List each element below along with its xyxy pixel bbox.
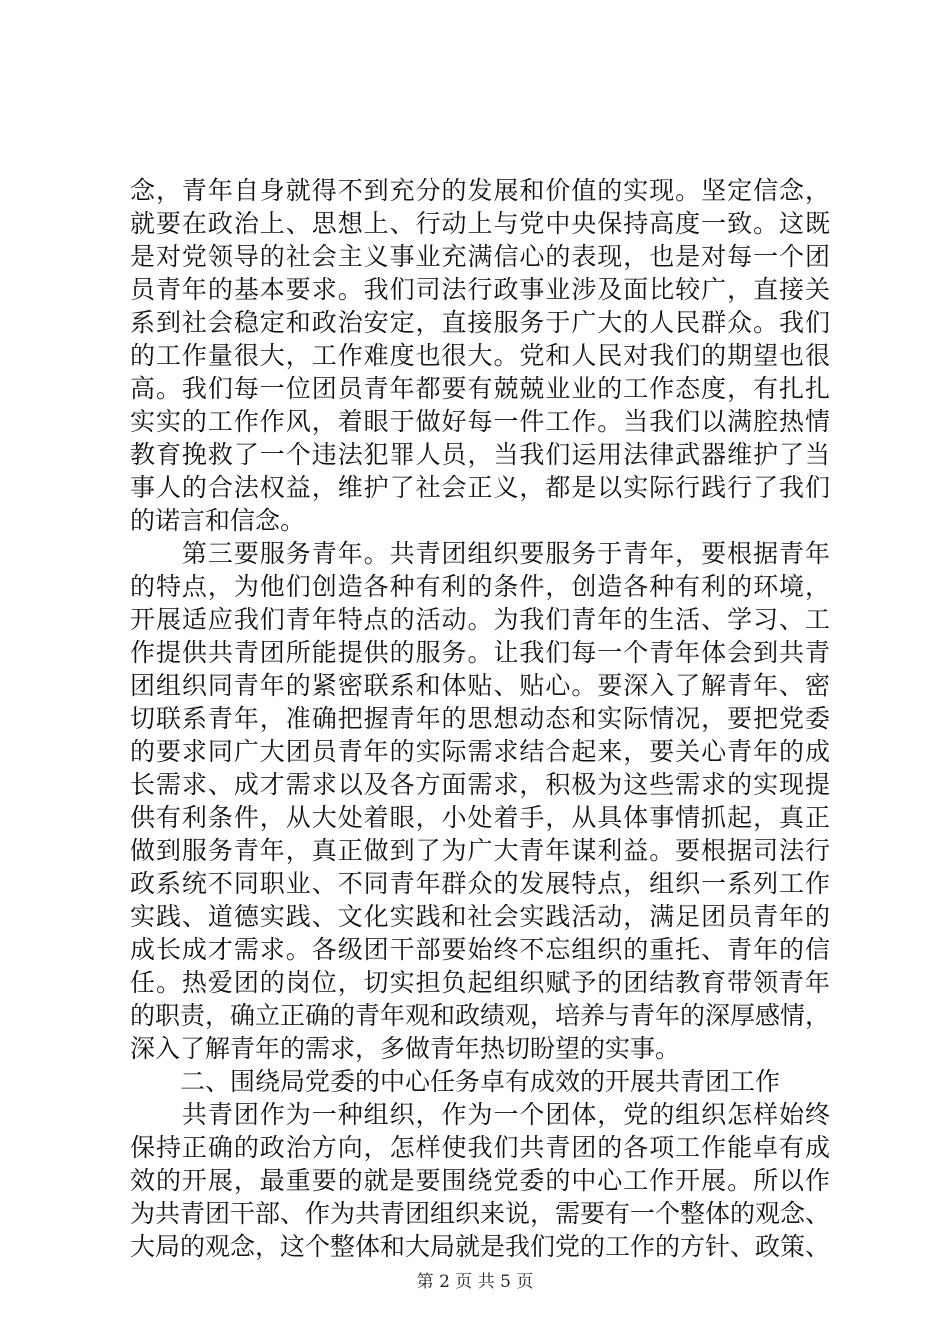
text-line: 是对党领导的社会主义事业充满信心的表现，也是对每一个团 <box>130 242 830 271</box>
section-heading: 二、围绕局党委的中心任务卓有成效的开展共青团工作 <box>130 1067 781 1096</box>
text-line: 的要求同广大团员青年的实际需求结合起来，要关心青年的成 <box>130 737 830 766</box>
text-line: 开展适应我们青年特点的活动。为我们青年的生活、学习、工 <box>130 605 830 634</box>
text-line: 政系统不同职业、不同青年群众的发展特点，组织一系列工作 <box>130 869 830 898</box>
text-line: 任。热爱团的岗位，切实担负起组织赋予的团结教育带领青年 <box>130 968 830 997</box>
text-line: 深入了解青年的需求，多做青年热切盼望的实事。 <box>130 1034 681 1063</box>
text-line: 供有利条件，从大处着眼，小处着手，从具体事情抓起，真正 <box>130 803 830 832</box>
text-line: 保持正确的政治方向，怎样使我们共青团的各项工作能卓有成 <box>130 1133 830 1162</box>
text-line: 实践、道德实践、文化实践和社会实践活动，满足团员青年的 <box>130 902 830 931</box>
text-line: 第三要服务青年。共青团组织要服务于青年，要根据青年 <box>130 539 830 568</box>
text-line: 念，青年自身就得不到充分的发展和价值的实现。坚定信念， <box>130 176 830 205</box>
document-body <box>130 174 830 1263</box>
text-line: 就要在政治上、思想上、行动上与党中央保持高度一致。这既 <box>130 209 830 238</box>
text-line: 为共青团干部、作为共青团组织来说，需要有一个整体的观念、 <box>130 1199 831 1228</box>
text-line: 员青年的基本要求。我们司法行政事业涉及面比较广，直接关 <box>130 275 830 304</box>
text-line: 高。我们每一位团员青年都要有兢兢业业的工作态度，有扎扎 <box>130 374 830 403</box>
text-line: 的特点，为他们创造各种有利的条件，创造各种有利的环境， <box>130 572 830 601</box>
text-line: 成长成才需求。各级团干部要始终不忘组织的重托、青年的信 <box>130 935 830 964</box>
text-line: 实实的工作作风，着眼于做好每一件工作。当我们以满腔热情 <box>130 407 830 436</box>
text-line: 切联系青年，准确把握青年的思想动态和实际情况，要把党委 <box>130 704 830 733</box>
text-line: 做到服务青年，真正做到了为广大青年谋利益。要根据司法行 <box>130 836 830 865</box>
text-line: 的诺言和信念。 <box>130 506 306 535</box>
text-line: 事人的合法权益，维护了社会正义，都是以实际行践行了我们 <box>130 473 830 502</box>
text-line: 团组织同青年的紧密联系和体贴、贴心。要深入了解青年、密 <box>130 671 830 700</box>
text-line: 系到社会稳定和政治安定，直接服务于广大的人民群众。我们 <box>130 308 830 337</box>
text-line: 的职责，确立正确的青年观和政绩观，培养与青年的深厚感情， <box>130 1001 831 1030</box>
text-line: 教育挽救了一个违法犯罪人员，当我们运用法律武器维护了当 <box>130 440 830 469</box>
text-line: 的工作量很大，工作难度也很大。党和人民对我们的期望也很 <box>130 341 830 370</box>
text-line: 效的开展，最重要的就是要围绕党委的中心工作开展。所以作 <box>130 1166 830 1195</box>
text-line: 共青团作为一种组织，作为一个团体，党的组织怎样始终 <box>130 1100 830 1129</box>
text-line: 作提供共青团所能提供的服务。让我们每一个青年体会到共青 <box>130 638 830 667</box>
page-footer: 第 2 页 共 5 页 <box>416 1272 534 1292</box>
text-line: 大局的观念，这个整体和大局就是我们党的工作的方针、政策、 <box>130 1232 831 1261</box>
text-line: 长需求、成才需求以及各方面需求，积极为这些需求的实现提 <box>130 770 830 799</box>
